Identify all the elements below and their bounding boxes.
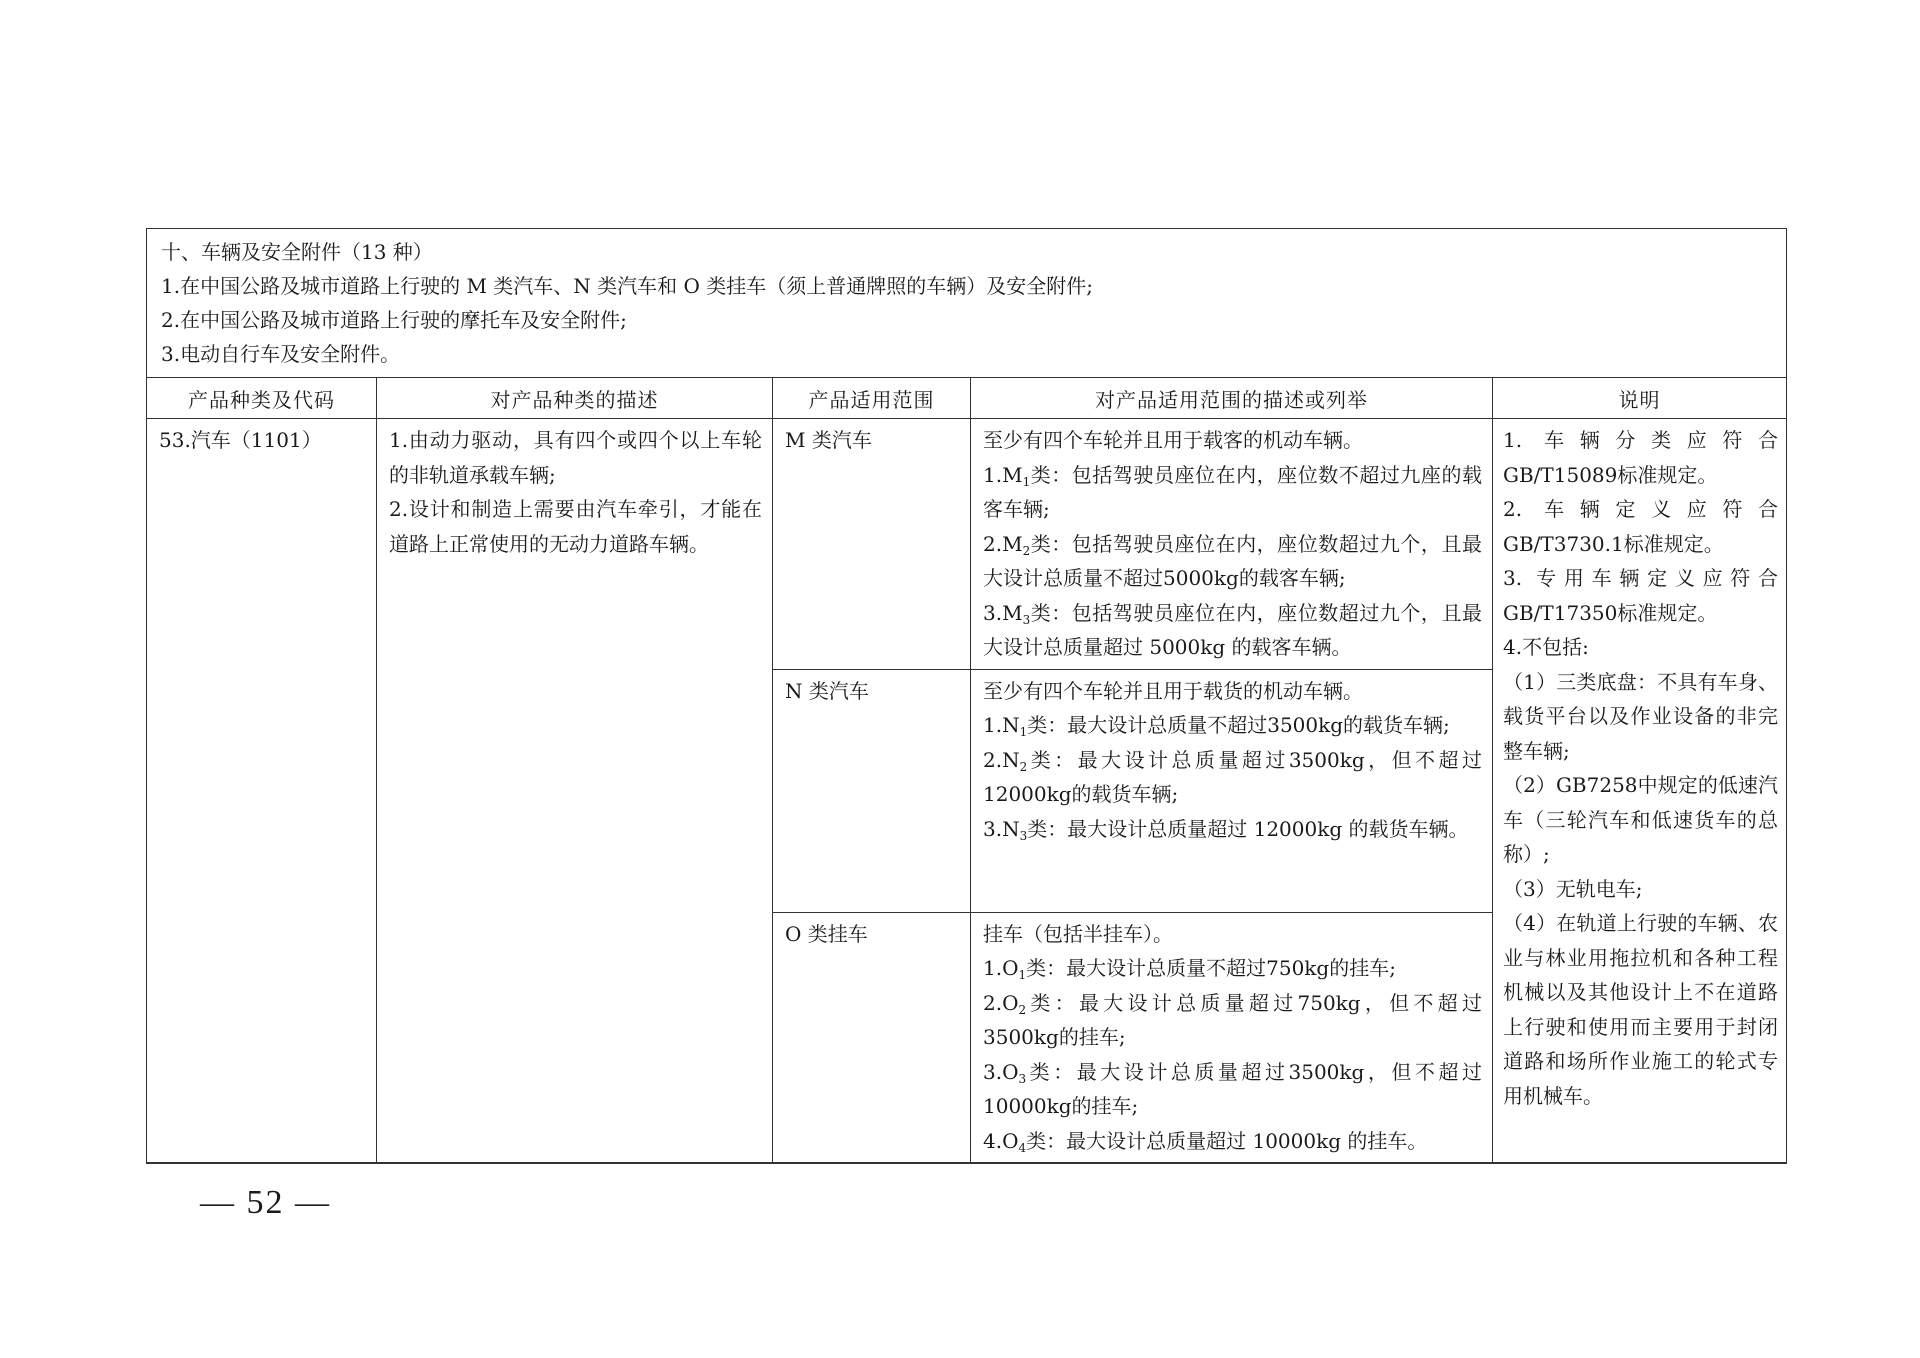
category-name-cell	[773, 419, 971, 670]
section-header-row	[147, 229, 1787, 378]
product-code-cell	[147, 419, 377, 1164]
section-scope-item: 2.在中国公路及城市道路上行驶的摩托车及安全附件;	[161, 308, 627, 332]
column-header-scope: 产品适用范围	[773, 378, 971, 419]
note-item: （1）三类底盘：不具有车身、载货平台以及作业设备的非完整车辆;	[1503, 669, 1779, 763]
category-item: $1.M_1$类：包括驾驶员座位在内，座位数不超过九座的载客车辆;	[983, 462, 1482, 521]
note-item: （2）GB7258中规定的低速汽车（三轮汽车和低速货车的总称）;	[1503, 773, 1779, 866]
category-item: $2.M_2$类：包括驾驶员座位在内，座位数超过九个，且最大设计总质量不超过5000kg的载客车辆;	[983, 531, 1482, 590]
category-description-cell	[971, 912, 1493, 1163]
note-item: （3）无轨电车;	[1503, 876, 1643, 901]
category-item: $3.O_3$类：最大设计总质量超过3500kg，但不超过10000kg的挂车;	[983, 1059, 1482, 1118]
note-item: 3. 专用车辆定义应符合GB/T17350标准规定。	[1503, 566, 1779, 625]
category-name-cell	[773, 912, 971, 1163]
product-catalog-table	[146, 228, 1787, 1164]
category-item: $3.M_3$类：包括驾驶员座位在内，座位数超过九个，且最大设计总质量超过 5000kg 的载客车辆。	[983, 600, 1482, 659]
column-header-notes: 说明	[1493, 378, 1787, 419]
note-item: 4.不包括:	[1503, 635, 1589, 659]
category-name: M 类汽车	[785, 428, 872, 452]
category-item: $1.N_1$类：最大设计总质量不超过3500kg的载货车辆;	[983, 713, 1450, 739]
section-scope-item: 1.在中国公路及城市道路上行驶的 M 类汽车、N 类汽车和 O 类挂车（须上普通牌照的车辆）及安全附件;	[161, 274, 1093, 298]
notes-cell	[1493, 419, 1787, 1164]
category-item: $2.N_2$类：最大设计总质量超过3500kg，但不超过12000kg的载货车辆;	[983, 747, 1482, 806]
category-description-cell	[971, 419, 1493, 670]
category-intro: 至少有四个车轮并且用于载客的机动车辆。	[983, 428, 1363, 452]
product-description-item: 1.由动力驱动，具有四个或四个以上车轮的非轨道承载车辆;	[389, 428, 762, 487]
column-header-product-code: 产品种类及代码	[147, 378, 377, 419]
category-name-cell	[773, 669, 971, 912]
category-name: N 类汽车	[785, 678, 869, 703]
column-header-row	[147, 378, 1787, 419]
note-item: 2. 车辆定义应符合GB/T3730.1标准规定。	[1503, 497, 1779, 556]
category-item: $2.O_2$类：最大设计总质量超过750kg，但不超过3500kg的挂车;	[983, 990, 1482, 1049]
category-name: O 类挂车	[785, 921, 868, 946]
note-item: 1. 车辆分类应符合GB/T15089标准规定。	[1503, 428, 1779, 487]
page-number: — 52 —	[200, 1184, 331, 1221]
section-title: 十、车辆及安全附件（13 种）	[161, 240, 433, 264]
note-item: （4）在轨道上行驶的车辆、农业与林业用拖拉机和各种工程机械以及其他设计上不在道路上行驶和使用而主要用于封闭道路和场所作业施工的轮式专用机械车。	[1503, 911, 1779, 1108]
product-description-item: 2.设计和制造上需要由汽车牵引，才能在道路上正常使用的无动力道路车辆。	[389, 497, 762, 556]
category-item: $1.O_1$类：最大设计总质量不超过750kg的挂车;	[983, 956, 1396, 982]
column-header-product-description: 对产品种类的描述	[377, 378, 773, 419]
category-intro: 至少有四个车轮并且用于载货的机动车辆。	[983, 678, 1363, 703]
column-header-scope-description: 对产品适用范围的描述或列举	[971, 378, 1493, 419]
table-row	[147, 419, 1787, 670]
category-intro: 挂车（包括半挂车）。	[983, 921, 1173, 946]
category-item: $4.O_4$类：最大设计总质量超过 10000kg 的挂车。	[983, 1128, 1428, 1155]
product-description-cell	[377, 419, 773, 1164]
category-item: $3.N_3$类：最大设计总质量超过 12000kg 的载货车辆。	[983, 816, 1469, 843]
section-header	[147, 229, 1787, 378]
product-code: 53.汽车（1101）	[159, 428, 322, 452]
category-description-cell	[971, 669, 1493, 912]
section-scope-item: 3.电动自行车及安全附件。	[161, 342, 401, 366]
